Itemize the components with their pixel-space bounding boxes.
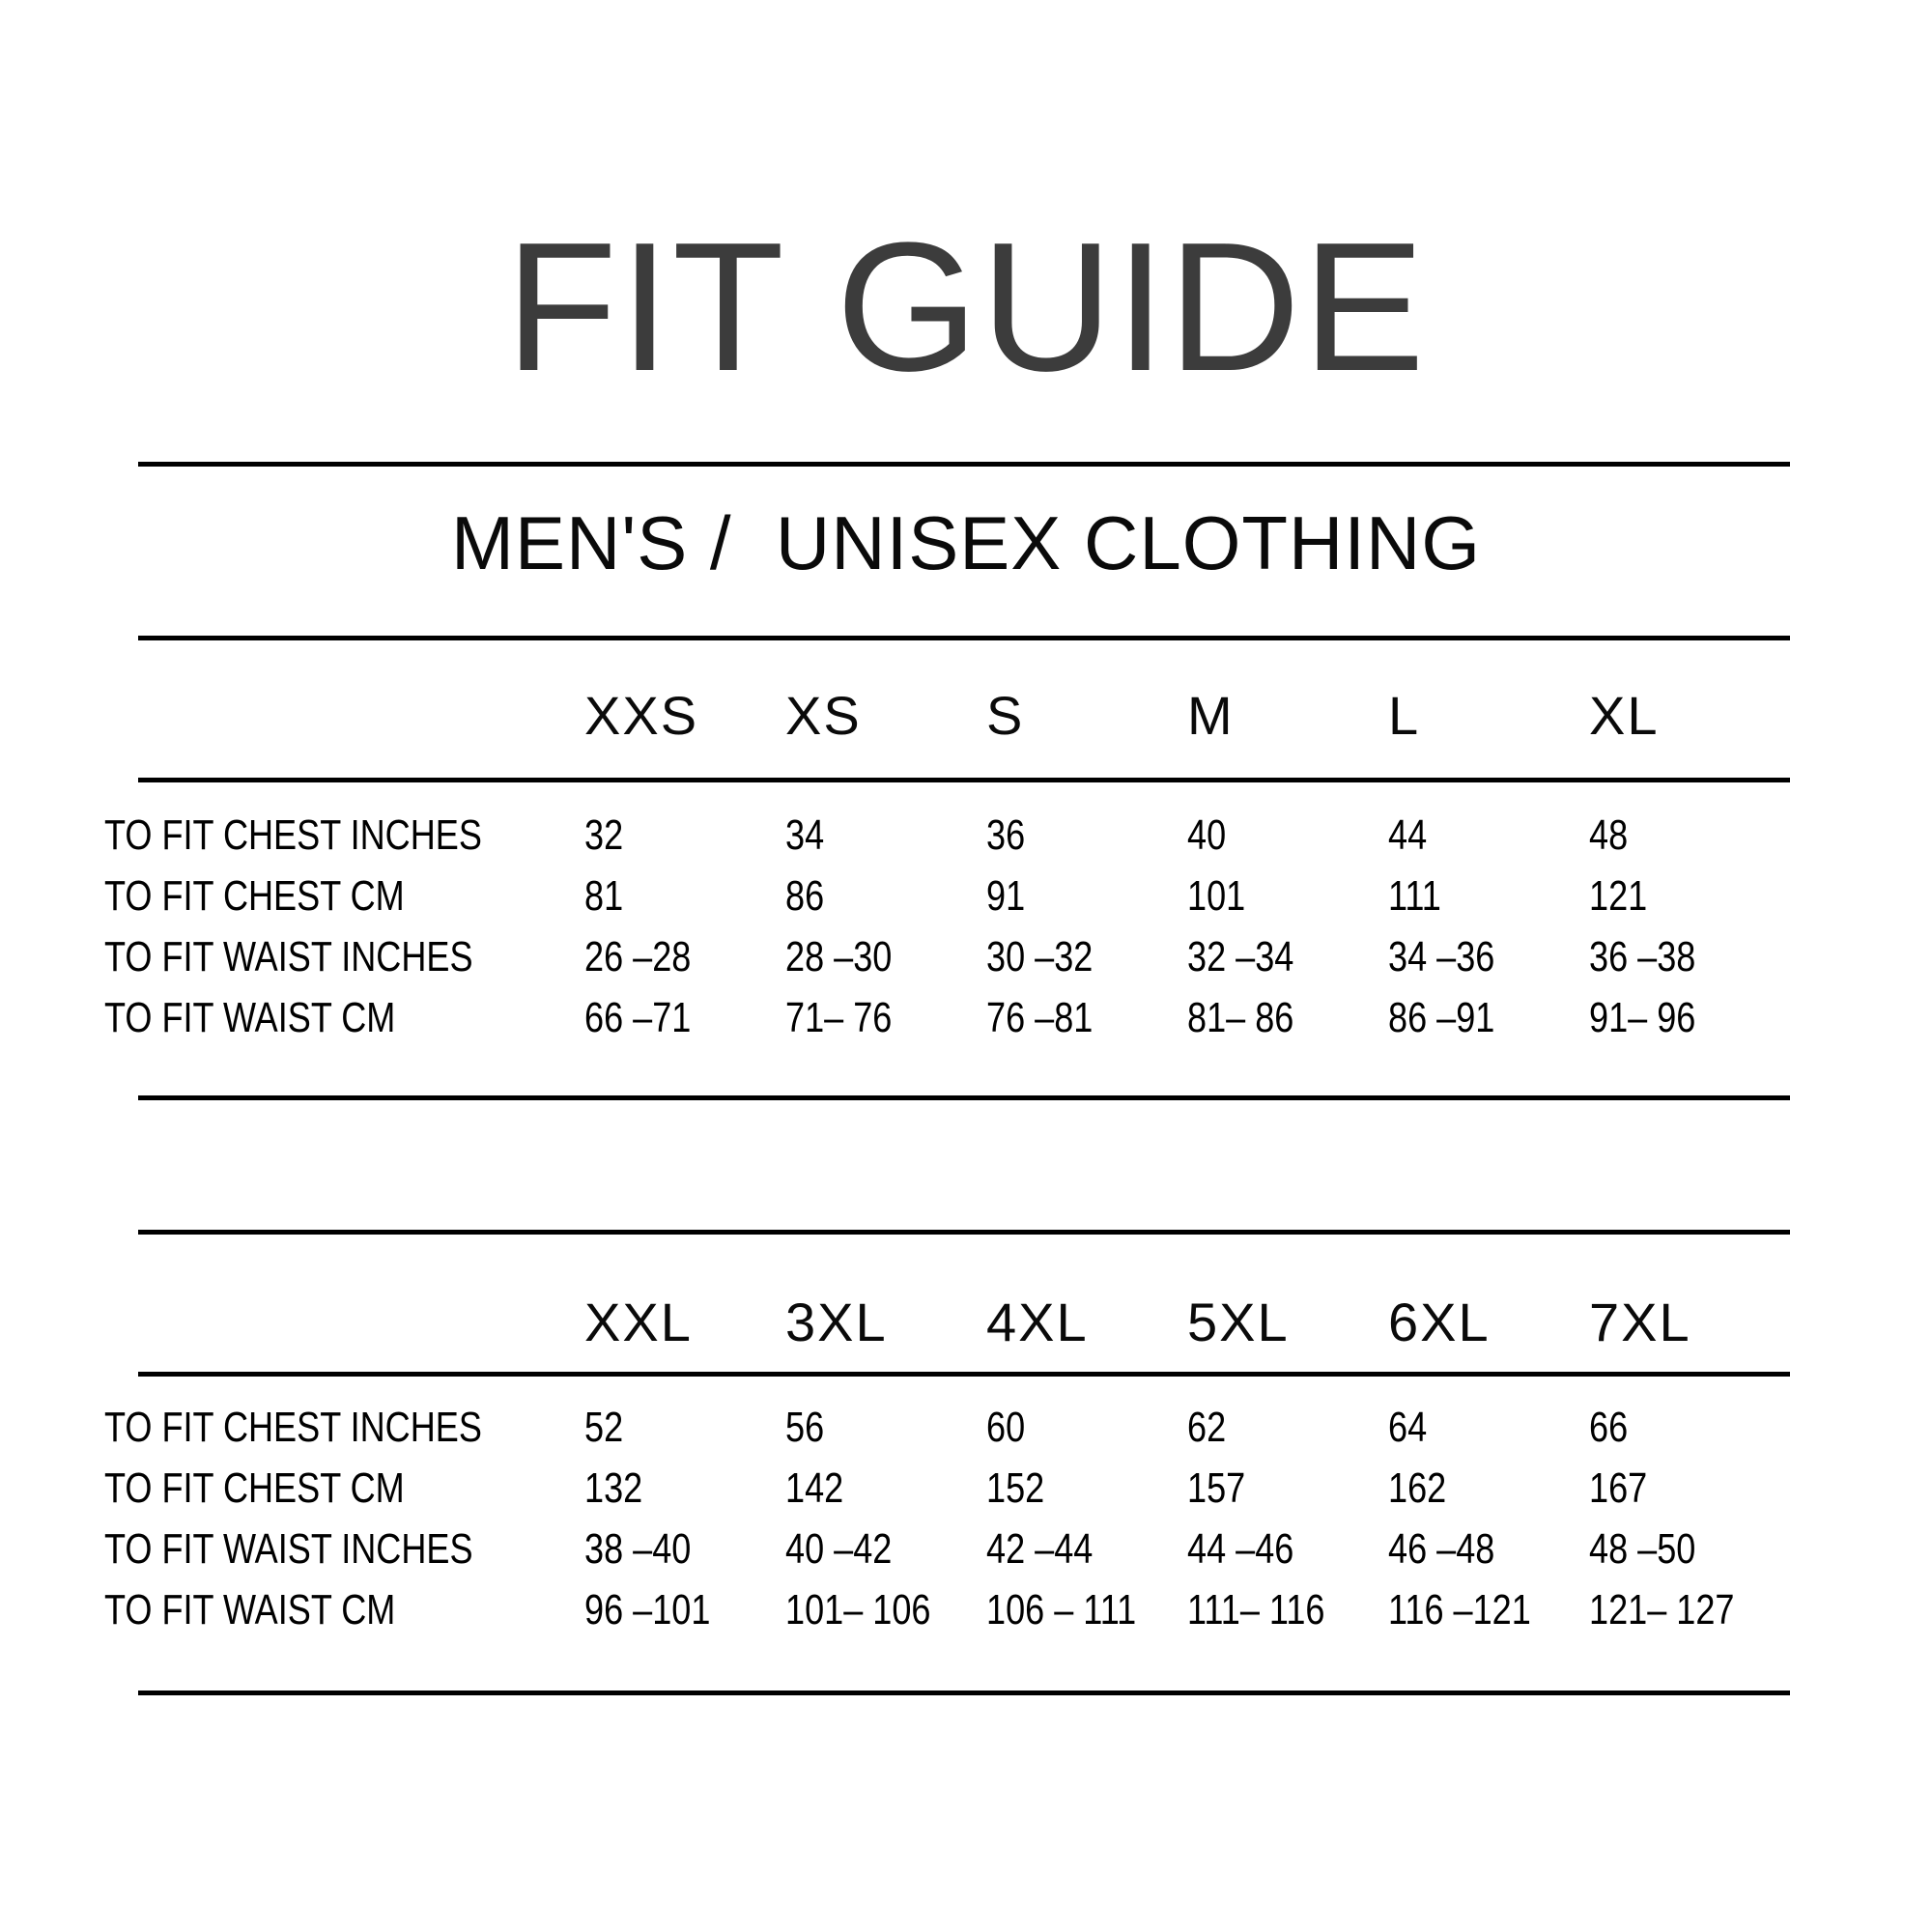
size-value: 36 –38 [1589,933,1696,980]
size-value: 116 –121 [1388,1586,1531,1634]
size-header-xl: XL [1589,685,1660,746]
table2-size-header-row [138,1292,1790,1352]
divider-under-table1 [138,1095,1790,1100]
table1-size-header-row [138,685,1790,746]
divider-under-title [138,462,1790,467]
size-value: 60 [986,1404,1026,1451]
size-value: 62 [1187,1404,1227,1451]
size-header-spacer [138,689,584,743]
table-row [104,1458,1790,1519]
size-value: 42 –44 [986,1525,1094,1573]
row-label: TO FIT CHEST CM [104,872,405,920]
size-header-5xl: 5XL [1187,1292,1290,1352]
size-value: 91– 96 [1589,994,1696,1041]
size-value: 52 [584,1404,624,1451]
table-row [104,1579,1790,1640]
size-value: 36 [986,811,1026,859]
size-value: 71– 76 [785,994,893,1041]
size-value: 28 –30 [785,933,893,980]
page-title: FIT GUIDE [505,205,1427,410]
divider-under-table1-header [138,778,1790,782]
row-label: TO FIT WAIST CM [104,994,396,1041]
size-value: 40 –42 [785,1525,893,1573]
size-value: 26 –28 [584,933,692,980]
table-row [104,1519,1790,1579]
size-value: 76 –81 [986,994,1094,1041]
table-row [104,926,1790,987]
size-value: 44 [1388,811,1428,859]
size-value: 32 –34 [1187,933,1294,980]
size-value: 66 –71 [584,994,692,1041]
size-value: 81– 86 [1187,994,1294,1041]
size-header-7xl: 7XL [1589,1292,1691,1352]
size-header-xs: XS [785,685,862,746]
section-title: MEN'S / UNISEX CLOTHING [450,500,1482,585]
row-label: TO FIT WAIST CM [104,1586,396,1634]
row-label: TO FIT WAIST INCHES [104,1525,473,1573]
size-header-4xl: 4XL [986,1292,1089,1352]
size-value: 86 [785,872,825,920]
table2-body [104,1397,1790,1640]
size-value: 106 – 111 [986,1586,1137,1634]
size-value: 121– 127 [1589,1586,1735,1634]
size-value: 32 [584,811,624,859]
row-label: TO FIT CHEST CM [104,1464,405,1512]
size-value: 64 [1388,1404,1428,1451]
size-value: 111– 116 [1187,1586,1325,1634]
table-row [104,866,1790,926]
size-value: 86 –91 [1388,994,1495,1041]
size-value: 121 [1589,872,1648,920]
size-value: 96 –101 [584,1586,711,1634]
divider-above-table1 [138,636,1790,640]
size-header-l: L [1388,685,1421,746]
table-row [104,1397,1790,1458]
size-value: 38 –40 [584,1525,692,1573]
size-value: 111 [1388,872,1441,920]
table-row [104,805,1790,866]
size-value: 152 [986,1464,1045,1512]
size-value: 167 [1589,1464,1648,1512]
divider-above-table2 [138,1230,1790,1235]
size-value: 48 [1589,811,1629,859]
size-header-spacer [138,1295,584,1350]
size-value: 66 [1589,1404,1629,1451]
size-header-xxl: XXL [584,1292,693,1352]
divider-under-table2 [138,1690,1790,1695]
size-header-m: M [1187,685,1235,746]
size-value: 40 [1187,811,1227,859]
row-label: TO FIT CHEST INCHES [104,1404,482,1451]
size-value: 44 –46 [1187,1525,1294,1573]
size-value: 81 [584,872,624,920]
size-value: 101 [1187,872,1246,920]
size-header-xxs: XXS [584,685,699,746]
size-value: 91 [986,872,1026,920]
size-header-3xl: 3XL [785,1292,888,1352]
size-value: 142 [785,1464,844,1512]
size-header-6xl: 6XL [1388,1292,1491,1352]
size-value: 157 [1187,1464,1246,1512]
size-value: 34 –36 [1388,933,1495,980]
size-value: 34 [785,811,825,859]
divider-under-table2-header [138,1372,1790,1377]
size-value: 30 –32 [986,933,1094,980]
size-header-s: S [986,685,1025,746]
size-value: 48 –50 [1589,1525,1696,1573]
size-value: 56 [785,1404,825,1451]
table1-body [104,805,1790,1048]
size-value: 101– 106 [785,1586,931,1634]
row-label: TO FIT WAIST INCHES [104,933,473,980]
size-value: 132 [584,1464,643,1512]
table-row [104,987,1790,1048]
size-value: 162 [1388,1464,1447,1512]
size-value: 46 –48 [1388,1525,1495,1573]
row-label: TO FIT CHEST INCHES [104,811,482,859]
